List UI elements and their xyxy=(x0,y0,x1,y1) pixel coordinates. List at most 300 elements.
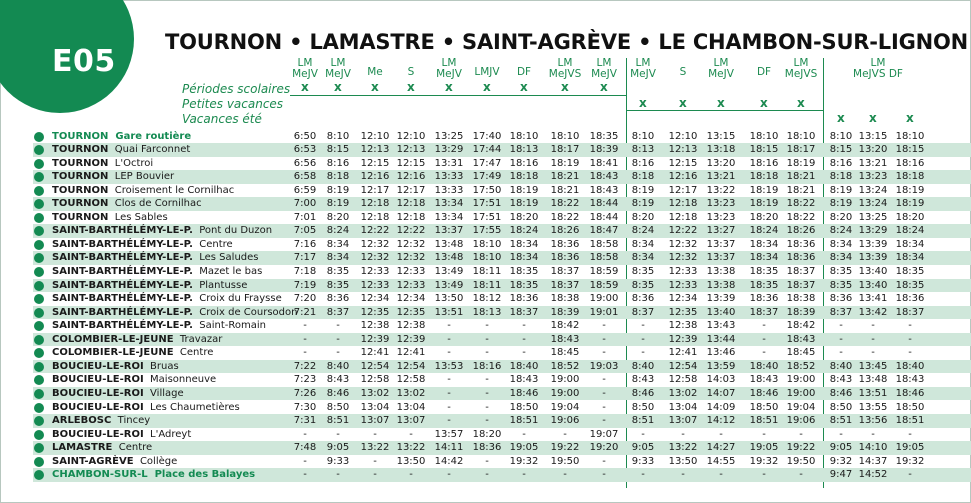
time-cell: 7:22 xyxy=(293,360,317,372)
time-cell: 7:05 xyxy=(293,225,317,237)
time-cell: 8:40 xyxy=(631,360,655,372)
column-header-line: MeJVS xyxy=(548,68,582,80)
column-header-line: LM xyxy=(635,57,651,69)
time-cell: 13:37 xyxy=(706,238,736,250)
stop-place: Bruas xyxy=(150,360,179,372)
time-cell: 18:17 xyxy=(550,144,580,156)
stop-town: CHAMBON-SUR-L xyxy=(52,469,148,481)
time-cell: 13:45 xyxy=(858,360,888,372)
time-cell: 13:22 xyxy=(706,184,736,196)
time-cell: - xyxy=(447,374,451,386)
time-cell: 18:22 xyxy=(786,211,816,223)
time-cell: 18:39 xyxy=(589,144,619,156)
time-cell: - xyxy=(303,333,307,345)
time-cell: - xyxy=(641,347,645,359)
time-cell: 18:47 xyxy=(589,225,619,237)
time-cell: 19:06 xyxy=(786,415,816,427)
time-cell: 13:37 xyxy=(706,252,736,264)
time-cell: 18:52 xyxy=(786,360,816,372)
table-row xyxy=(33,197,971,211)
time-cell: 18:36 xyxy=(509,293,539,305)
time-cell: - xyxy=(908,469,912,481)
time-cell: 13:53 xyxy=(434,360,464,372)
time-cell: - xyxy=(336,469,340,481)
stop-dot-icon xyxy=(34,172,44,182)
table-row xyxy=(33,170,971,184)
time-cell: - xyxy=(641,320,645,332)
time-cell: 8:10 xyxy=(631,130,655,142)
time-cell: 8:34 xyxy=(631,238,655,250)
stop-place: Quai Farconnet xyxy=(114,144,191,156)
time-cell: 12:17 xyxy=(396,184,426,196)
table-row xyxy=(33,387,971,401)
stop-name xyxy=(52,441,152,455)
time-cell: 14:03 xyxy=(706,374,736,386)
stop-name xyxy=(52,265,262,279)
time-cell: 7:17 xyxy=(293,252,317,264)
stop-name xyxy=(52,157,153,171)
stop-name xyxy=(52,387,184,401)
table-row xyxy=(33,373,971,387)
period-rule-2 xyxy=(627,110,824,111)
table-row xyxy=(33,211,971,225)
table-row xyxy=(33,292,971,306)
stop-town: TOURNON xyxy=(52,157,109,169)
time-cell: 6:56 xyxy=(293,157,317,169)
time-cell: 7:23 xyxy=(293,374,317,386)
time-cell: 18:10 xyxy=(472,238,502,250)
time-cell: 18:43 xyxy=(786,333,816,345)
time-cell: 9:05 xyxy=(631,442,655,454)
stop-place: Tincey xyxy=(117,415,151,427)
time-cell: 13:04 xyxy=(668,401,698,413)
time-cell: 13:49 xyxy=(434,266,464,277)
time-cell: 18:19 xyxy=(509,198,539,210)
time-cell: 13:48 xyxy=(434,252,464,264)
time-cell: 17:49 xyxy=(472,171,502,183)
time-cell: 18:58 xyxy=(589,238,619,250)
time-cell: - xyxy=(871,320,875,332)
column-header-line: LM xyxy=(297,57,313,69)
time-cell: 18:21 xyxy=(550,171,580,183)
time-cell: 18:46 xyxy=(749,387,779,399)
stop-town: SAINT-AGRÈVE xyxy=(52,455,134,467)
stop-place: Saint-Romain xyxy=(199,320,266,332)
time-cell: 7:16 xyxy=(293,238,317,250)
time-cell: 8:37 xyxy=(829,306,853,318)
time-cell: 19:20 xyxy=(589,442,619,454)
time-cell: - xyxy=(871,428,875,440)
time-cell: 12:41 xyxy=(396,347,426,359)
time-cell: 12:32 xyxy=(396,238,426,250)
time-cell: 18:37 xyxy=(509,306,539,318)
time-cell: 7:21 xyxy=(293,306,317,318)
time-cell: 12:39 xyxy=(668,333,698,345)
time-cell: 18:20 xyxy=(472,428,502,440)
time-cell: - xyxy=(762,333,766,345)
table-row xyxy=(33,224,971,238)
stop-name xyxy=(52,143,190,157)
time-cell: - xyxy=(602,320,606,332)
time-cell: - xyxy=(839,347,843,359)
stop-dot-icon xyxy=(34,470,44,480)
time-cell: 18:15 xyxy=(749,144,779,156)
stop-town: BOUCIEU-LE-ROI xyxy=(52,374,144,386)
time-cell: 18:35 xyxy=(895,266,925,277)
time-cell: 12:58 xyxy=(396,374,426,386)
stop-town: TOURNON xyxy=(52,144,109,156)
stop-town: ARLEBOSC xyxy=(52,415,112,427)
time-cell: 12:17 xyxy=(668,184,698,196)
time-cell: 12:38 xyxy=(360,320,390,332)
time-cell: 13:25 xyxy=(858,211,888,223)
time-cell: 18:17 xyxy=(786,144,816,156)
time-cell: 19:22 xyxy=(786,442,816,454)
time-cell: - xyxy=(641,333,645,345)
time-cell: 8:46 xyxy=(326,387,350,399)
stop-name xyxy=(52,414,150,428)
time-cell: 13:21 xyxy=(858,157,888,169)
time-cell: 12:35 xyxy=(668,306,698,318)
table-row xyxy=(33,184,971,198)
time-cell: - xyxy=(303,320,307,332)
time-cell: 8:51 xyxy=(631,415,655,427)
time-cell: 14:42 xyxy=(434,455,464,467)
stop-town: SAINT-BARTHÉLÉMY-LE-P. xyxy=(52,293,193,305)
time-cell: - xyxy=(409,428,413,440)
time-cell: 7:00 xyxy=(293,198,317,210)
stop-name xyxy=(52,197,202,211)
time-cell: - xyxy=(641,469,645,481)
time-cell: - xyxy=(839,333,843,345)
time-cell: - xyxy=(447,387,451,399)
table-row xyxy=(33,441,971,455)
stop-dot-icon xyxy=(34,375,44,385)
time-cell: 13:48 xyxy=(858,374,888,386)
time-cell: 18:10 xyxy=(895,130,925,142)
time-cell: 12:32 xyxy=(668,238,698,250)
time-cell: 18:34 xyxy=(749,238,779,250)
time-cell: 9:47 xyxy=(829,469,853,481)
time-cell: 18:11 xyxy=(472,266,502,277)
time-cell: - xyxy=(908,333,912,345)
time-cell: 18:41 xyxy=(589,157,619,169)
time-cell: 19:04 xyxy=(786,401,816,413)
stop-dot-icon xyxy=(34,159,44,169)
time-cell: 12:33 xyxy=(668,266,698,277)
time-cell: 18:20 xyxy=(749,211,779,223)
timetable-title: TOURNON • LAMASTRE • SAINT-AGRÈVE • LE CHAMBON-SUR-LIGNON xyxy=(165,30,969,54)
time-cell: 13:29 xyxy=(434,144,464,156)
time-cell: 13:34 xyxy=(434,211,464,223)
time-cell: 18:40 xyxy=(749,360,779,372)
period-mark: x xyxy=(334,80,342,94)
time-cell: 8:36 xyxy=(829,293,853,305)
time-cell: - xyxy=(602,469,606,481)
time-cell: 18:22 xyxy=(550,198,580,210)
stop-place: Clos de Cornilhac xyxy=(114,198,202,210)
time-cell: 18:19 xyxy=(749,184,779,196)
time-cell: 18:34 xyxy=(509,238,539,250)
time-cell: 18:24 xyxy=(509,225,539,237)
time-cell: - xyxy=(485,469,489,481)
column-header-line: DF xyxy=(516,66,532,78)
time-cell: - xyxy=(641,428,645,440)
time-cell: 13:04 xyxy=(360,401,390,413)
time-cell: 18:36 xyxy=(550,252,580,264)
time-cell: 14:09 xyxy=(706,401,736,413)
stop-place: Centre xyxy=(199,238,233,250)
stop-name xyxy=(52,455,177,469)
time-cell: 18:20 xyxy=(509,211,539,223)
stop-place: L'Adreyt xyxy=(150,428,192,440)
time-cell: 13:50 xyxy=(434,293,464,305)
time-cell: - xyxy=(485,387,489,399)
time-cell: 18:35 xyxy=(509,266,539,277)
time-cell: - xyxy=(762,347,766,359)
time-cell: 18:43 xyxy=(895,374,925,386)
time-cell: 13:34 xyxy=(434,198,464,210)
time-cell: 12:39 xyxy=(396,333,426,345)
time-cell: 13:23 xyxy=(706,198,736,210)
time-cell: 18:36 xyxy=(749,293,779,305)
time-cell: - xyxy=(871,333,875,345)
time-cell: 18:51 xyxy=(895,415,925,427)
time-cell: 12:54 xyxy=(668,360,698,372)
stop-name xyxy=(52,292,282,306)
time-cell: 18:43 xyxy=(589,184,619,196)
time-cell: 13:39 xyxy=(858,238,888,250)
time-cell: 13:15 xyxy=(706,130,736,142)
time-cell: 18:10 xyxy=(550,130,580,142)
stop-dot-icon xyxy=(34,281,44,291)
period-mark: x xyxy=(837,111,845,125)
time-cell: 12:54 xyxy=(396,360,426,372)
time-cell: 18:43 xyxy=(749,374,779,386)
column-header-line: MeJVS DF xyxy=(853,68,903,80)
time-cell: 18:34 xyxy=(509,252,539,264)
time-cell: 8:15 xyxy=(829,144,853,156)
time-cell: - xyxy=(681,428,685,440)
time-cell: 12:58 xyxy=(668,374,698,386)
time-cell: 14:55 xyxy=(706,455,736,467)
time-cell: 18:19 xyxy=(550,157,580,169)
stop-name xyxy=(52,184,234,198)
time-cell: 19:05 xyxy=(749,442,779,454)
time-cell: - xyxy=(485,455,489,467)
time-cell: 18:58 xyxy=(589,252,619,264)
table-row xyxy=(33,428,971,442)
time-cell: - xyxy=(602,455,606,467)
time-cell: 12:18 xyxy=(668,198,698,210)
time-cell: 8:35 xyxy=(326,266,350,277)
time-cell: 12:18 xyxy=(360,198,390,210)
time-cell: 12:41 xyxy=(360,347,390,359)
time-cell: 18:24 xyxy=(749,225,779,237)
time-cell: 18:21 xyxy=(550,184,580,196)
time-cell: 19:05 xyxy=(895,442,925,454)
stop-name xyxy=(52,373,216,387)
time-cell: 8:18 xyxy=(829,171,853,183)
column-header-line: MeJV xyxy=(630,68,656,80)
time-cell: - xyxy=(447,415,451,427)
stop-town: BOUCIEU-LE-ROI xyxy=(52,360,144,372)
time-cell: 8:34 xyxy=(326,238,350,250)
time-cell: 17:51 xyxy=(472,198,502,210)
time-cell: - xyxy=(373,469,377,481)
time-cell: 18:37 xyxy=(550,266,580,277)
stop-town: TOURNON xyxy=(52,198,109,210)
period-mark: x xyxy=(679,96,687,110)
time-cell: 13:02 xyxy=(360,387,390,399)
column-header xyxy=(502,67,546,78)
period-mark: x xyxy=(600,80,608,94)
time-cell: - xyxy=(336,347,340,359)
time-cell: - xyxy=(373,455,377,467)
time-cell: 13:37 xyxy=(434,225,464,237)
time-cell: - xyxy=(762,428,766,440)
time-cell: 18:10 xyxy=(509,130,539,142)
time-cell: 13:38 xyxy=(706,279,736,291)
stop-dot-icon xyxy=(34,430,44,440)
time-cell: 13:40 xyxy=(706,306,736,318)
column-header-line: MeJV xyxy=(325,68,351,80)
time-cell: 8:24 xyxy=(631,225,655,237)
time-cell: 7:19 xyxy=(293,279,317,291)
time-cell: 13:33 xyxy=(434,171,464,183)
stop-place: Maisonneuve xyxy=(150,374,217,386)
time-cell: 13:42 xyxy=(858,306,888,318)
time-cell: 12:18 xyxy=(668,211,698,223)
time-cell: 7:26 xyxy=(293,387,317,399)
time-cell: 7:18 xyxy=(293,266,317,277)
time-cell: 12:15 xyxy=(360,157,390,169)
time-cell: 18:18 xyxy=(749,171,779,183)
time-cell: - xyxy=(485,374,489,386)
stop-place: Travazar xyxy=(179,333,223,345)
stop-dot-icon xyxy=(34,253,44,263)
time-cell: 18:26 xyxy=(786,225,816,237)
time-cell: 7:30 xyxy=(293,401,317,413)
time-cell: 18:40 xyxy=(895,360,925,372)
time-cell: 8:20 xyxy=(829,211,853,223)
time-cell: 12:33 xyxy=(360,279,390,291)
time-cell: 19:00 xyxy=(786,374,816,386)
table-row xyxy=(33,360,971,374)
time-cell: 14:11 xyxy=(434,442,464,454)
time-cell: 9:05 xyxy=(326,442,350,454)
time-cell: 19:00 xyxy=(786,387,816,399)
table-row xyxy=(33,455,971,469)
stop-dot-icon xyxy=(34,443,44,453)
stop-town: TOURNON xyxy=(52,130,109,142)
stop-town: COLOMBIER-LE-JEUNE xyxy=(52,347,174,359)
time-cell: 18:59 xyxy=(589,266,619,277)
stop-place: Les Sables xyxy=(114,211,168,223)
time-cell: 12:10 xyxy=(668,130,698,142)
time-cell: 8:34 xyxy=(326,252,350,264)
period-mark: x xyxy=(520,80,528,94)
time-cell: 18:36 xyxy=(550,238,580,250)
time-cell: 8:34 xyxy=(631,252,655,264)
time-cell: 12:15 xyxy=(668,157,698,169)
period-label-vacances-ete: Vacances été xyxy=(182,112,262,126)
stop-place: Centre xyxy=(179,347,214,359)
table-row xyxy=(33,157,971,171)
time-cell: 13:43 xyxy=(706,320,736,332)
time-cell: 12:58 xyxy=(360,374,390,386)
time-cell: - xyxy=(336,320,340,332)
time-cell: 19:03 xyxy=(589,360,619,372)
time-cell: 18:15 xyxy=(895,144,925,156)
route-code: E05 xyxy=(52,44,116,79)
period-mark: x xyxy=(561,80,569,94)
time-cell: 19:32 xyxy=(749,455,779,467)
time-cell: 8:20 xyxy=(326,211,350,223)
time-cell: 14:27 xyxy=(706,442,736,454)
stop-town: LAMASTRE xyxy=(52,442,113,454)
time-cell: 8:50 xyxy=(829,401,853,413)
time-cell: 13:31 xyxy=(434,157,464,169)
column-header xyxy=(582,58,626,80)
time-cell: 8:19 xyxy=(326,198,350,210)
time-cell: 18:36 xyxy=(786,252,816,264)
time-cell: 12:32 xyxy=(360,252,390,264)
time-cell: 19:50 xyxy=(786,455,816,467)
time-cell: 12:13 xyxy=(668,144,698,156)
stop-town: SAINT-BARTHÉLÉMY-LE-P. xyxy=(52,252,193,264)
column-header-summer xyxy=(828,58,928,80)
time-cell: 12:38 xyxy=(668,320,698,332)
time-cell: 18:44 xyxy=(589,211,619,223)
stop-place: Croix du Fraysse xyxy=(199,293,282,305)
period-mark: x xyxy=(639,96,647,110)
stop-town: SAINT-BARTHÉLÉMY-LE-P. xyxy=(52,320,193,332)
time-cell: 13:20 xyxy=(858,144,888,156)
time-cell: - xyxy=(522,347,526,359)
time-cell: - xyxy=(373,428,377,440)
time-cell: 18:51 xyxy=(749,415,779,427)
time-cell: 8:51 xyxy=(326,415,350,427)
time-cell: 18:16 xyxy=(509,157,539,169)
column-header xyxy=(621,58,665,80)
table-row xyxy=(33,468,971,482)
stop-town: BOUCIEU-LE-ROI xyxy=(52,387,144,399)
stop-dot-icon xyxy=(34,213,44,223)
time-cell: 13:22 xyxy=(360,442,390,454)
stop-town: SAINT-BARTHÉLÉMY-LE-P. xyxy=(52,238,193,250)
time-cell: 13:18 xyxy=(706,144,736,156)
time-cell: 12:16 xyxy=(668,171,698,183)
time-cell: - xyxy=(908,347,912,359)
time-cell: 17:40 xyxy=(472,130,502,142)
time-cell: 18:20 xyxy=(895,211,925,223)
time-cell: 18:36 xyxy=(786,238,816,250)
time-cell: 13:40 xyxy=(858,266,888,277)
time-cell: 8:19 xyxy=(326,184,350,196)
column-header-line: LM xyxy=(870,57,886,69)
time-cell: 8:35 xyxy=(631,279,655,291)
time-cell: 8:19 xyxy=(829,198,853,210)
time-cell: 13:25 xyxy=(434,130,464,142)
period-label-scolaires: Périodes scolaires xyxy=(182,82,291,96)
stop-place: Centre xyxy=(118,442,153,454)
time-cell: 8:20 xyxy=(631,211,655,223)
time-cell: 18:35 xyxy=(895,279,925,291)
time-cell: 18:45 xyxy=(786,347,816,359)
time-cell: 12:35 xyxy=(396,306,426,318)
time-cell: - xyxy=(447,401,451,413)
